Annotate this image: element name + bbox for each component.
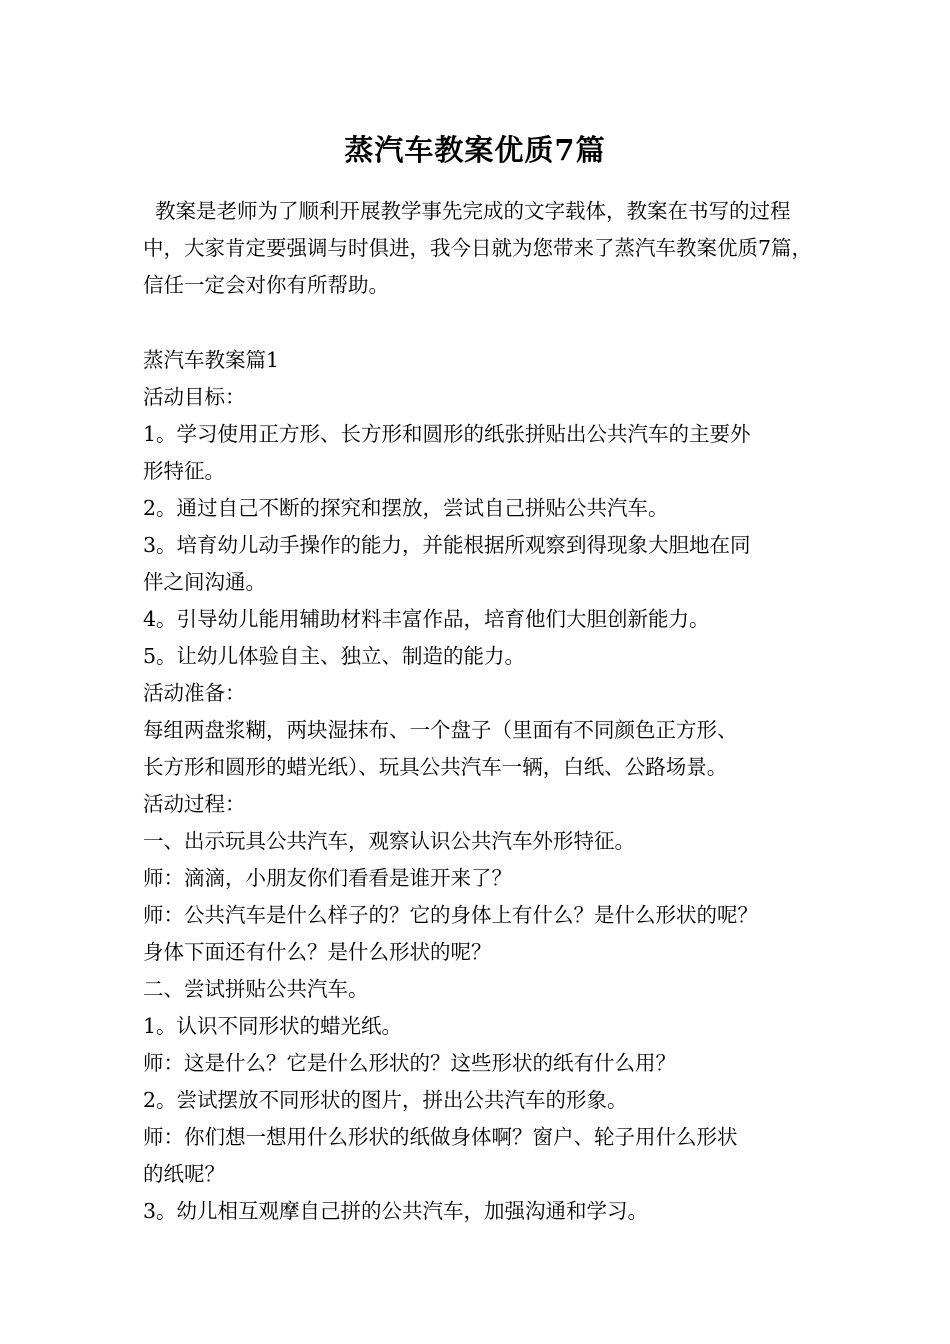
text-line: 活动过程： <box>143 792 246 816</box>
text-line: 长方形和圆形的蜡光纸）、玩具公共汽车一辆，白纸、公路场景。 <box>143 755 728 779</box>
text-line: 4。引导幼儿能用辅助材料丰富作品，培育他们大胆创新能力。 <box>143 607 710 631</box>
text-line: 蒸汽车教案篇1 <box>143 348 280 372</box>
text-line: 活动目标： <box>143 385 246 409</box>
text-line: 3。培育幼儿动手操作的能力，并能根据所观察到得现象大胆地在同 <box>143 533 751 557</box>
text-line: 的纸呢？ <box>143 1162 225 1186</box>
text-line: 2。通过自己不断的探究和摆放，尝试自己拼贴公共汽车。 <box>143 496 669 520</box>
text-line: 一、出示玩具公共汽车，观察认识公共汽车外形特征。 <box>143 829 635 853</box>
text-line: 形特征。 <box>143 459 225 483</box>
intro-paragraph: 教案是老师为了顺利开展教学事先完成的文字载体，教案在书写的过程中，大家肯定要强调与时俱进，我今日就为您带来了蒸汽车教案优质7篇，信任一定会对你有所帮助。 <box>143 199 813 297</box>
text-line: 2。尝试摆放不同形状的图片，拼出公共汽车的形象。 <box>143 1088 628 1112</box>
document-body <box>143 342 843 1230</box>
text-line: 二、尝试拼贴公共汽车。 <box>143 977 369 1001</box>
text-line: 每组两盘浆糊，两块湿抹布、一个盘子（里面有不同颜色正方形、 <box>143 718 738 742</box>
text-line: 3。幼儿相互观摩自己拼的公共汽车，加强沟通和学习。 <box>143 1199 649 1223</box>
text-line: 活动准备： <box>143 681 246 705</box>
text-line: 5。让幼儿体验自主、独立、制造的能力。 <box>143 644 526 668</box>
text-line: 师：这是什么？它是什么形状的？这些形状的纸有什么用？ <box>143 1051 676 1075</box>
text-line: 身体下面还有什么？是什么形状的呢？ <box>143 940 492 964</box>
text-line: 伴之间沟通。 <box>143 570 266 594</box>
text-line: 师：滴滴，小朋友你们看看是谁开来了？ <box>143 866 512 890</box>
text-line: 师：你们想一想用什么形状的纸做身体啊？窗户、轮子用什么形状 <box>143 1125 738 1149</box>
text-line: 师：公共汽车是什么样子的？它的身体上有什么？是什么形状的呢？ <box>143 903 758 927</box>
document-title: 蒸汽车教案优质7篇 <box>344 133 606 167</box>
text-line: 1。学习使用正方形、长方形和圆形的纸张拼贴出公共汽车的主要外 <box>143 422 751 446</box>
text-line: 1。认识不同形状的蜡光纸。 <box>143 1014 403 1038</box>
